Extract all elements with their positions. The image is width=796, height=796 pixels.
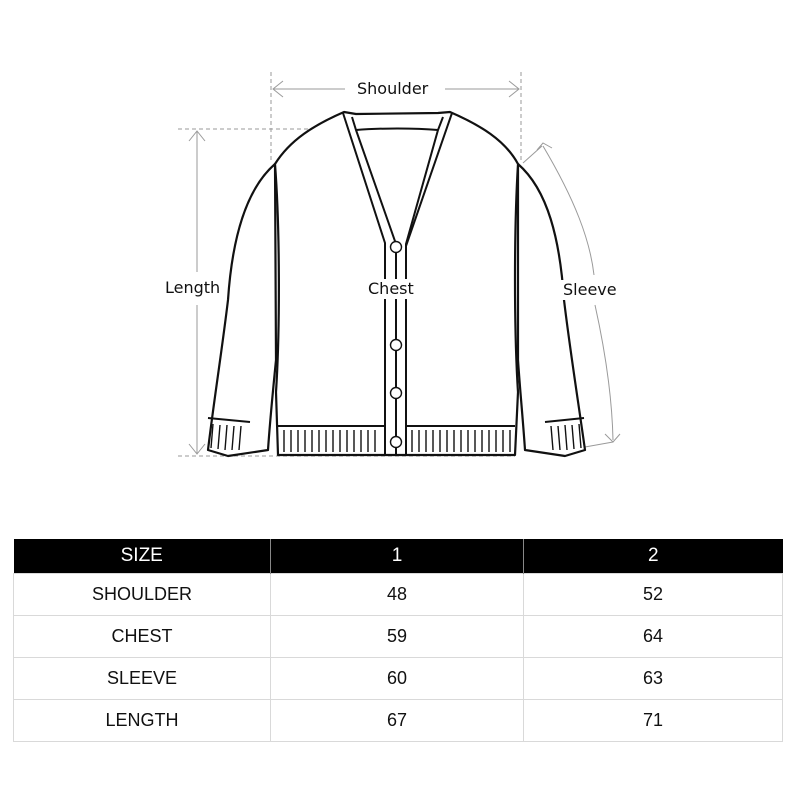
sleeve-label: Sleeve: [557, 280, 623, 300]
table-header-row: [14, 539, 783, 574]
header-size: SIZE: [14, 539, 271, 574]
chest-label: Chest: [362, 279, 420, 299]
button-icon: [391, 437, 402, 448]
button-icon: [391, 242, 402, 253]
table-row: [14, 574, 783, 616]
row-label: CHEST: [14, 616, 271, 658]
button-icon: [391, 388, 402, 399]
button-icon: [391, 340, 402, 351]
row-label: SLEEVE: [14, 658, 271, 700]
shoulder-label: Shoulder: [351, 79, 434, 99]
cell-value: 52: [524, 574, 783, 616]
cell-value: 71: [524, 700, 783, 742]
cell-value: 67: [271, 700, 524, 742]
cell-value: 64: [524, 616, 783, 658]
table-row: [14, 616, 783, 658]
table-row: [14, 700, 783, 742]
table-row: [14, 658, 783, 700]
size-chart-table: [13, 539, 783, 742]
row-label: SHOULDER: [14, 574, 271, 616]
cell-value: 63: [524, 658, 783, 700]
length-label: Length: [159, 278, 226, 298]
row-label: LENGTH: [14, 700, 271, 742]
header-size-2: 2: [524, 539, 783, 574]
header-size-1: 1: [271, 539, 524, 574]
cell-value: 48: [271, 574, 524, 616]
cell-value: 59: [271, 616, 524, 658]
cell-value: 60: [271, 658, 524, 700]
